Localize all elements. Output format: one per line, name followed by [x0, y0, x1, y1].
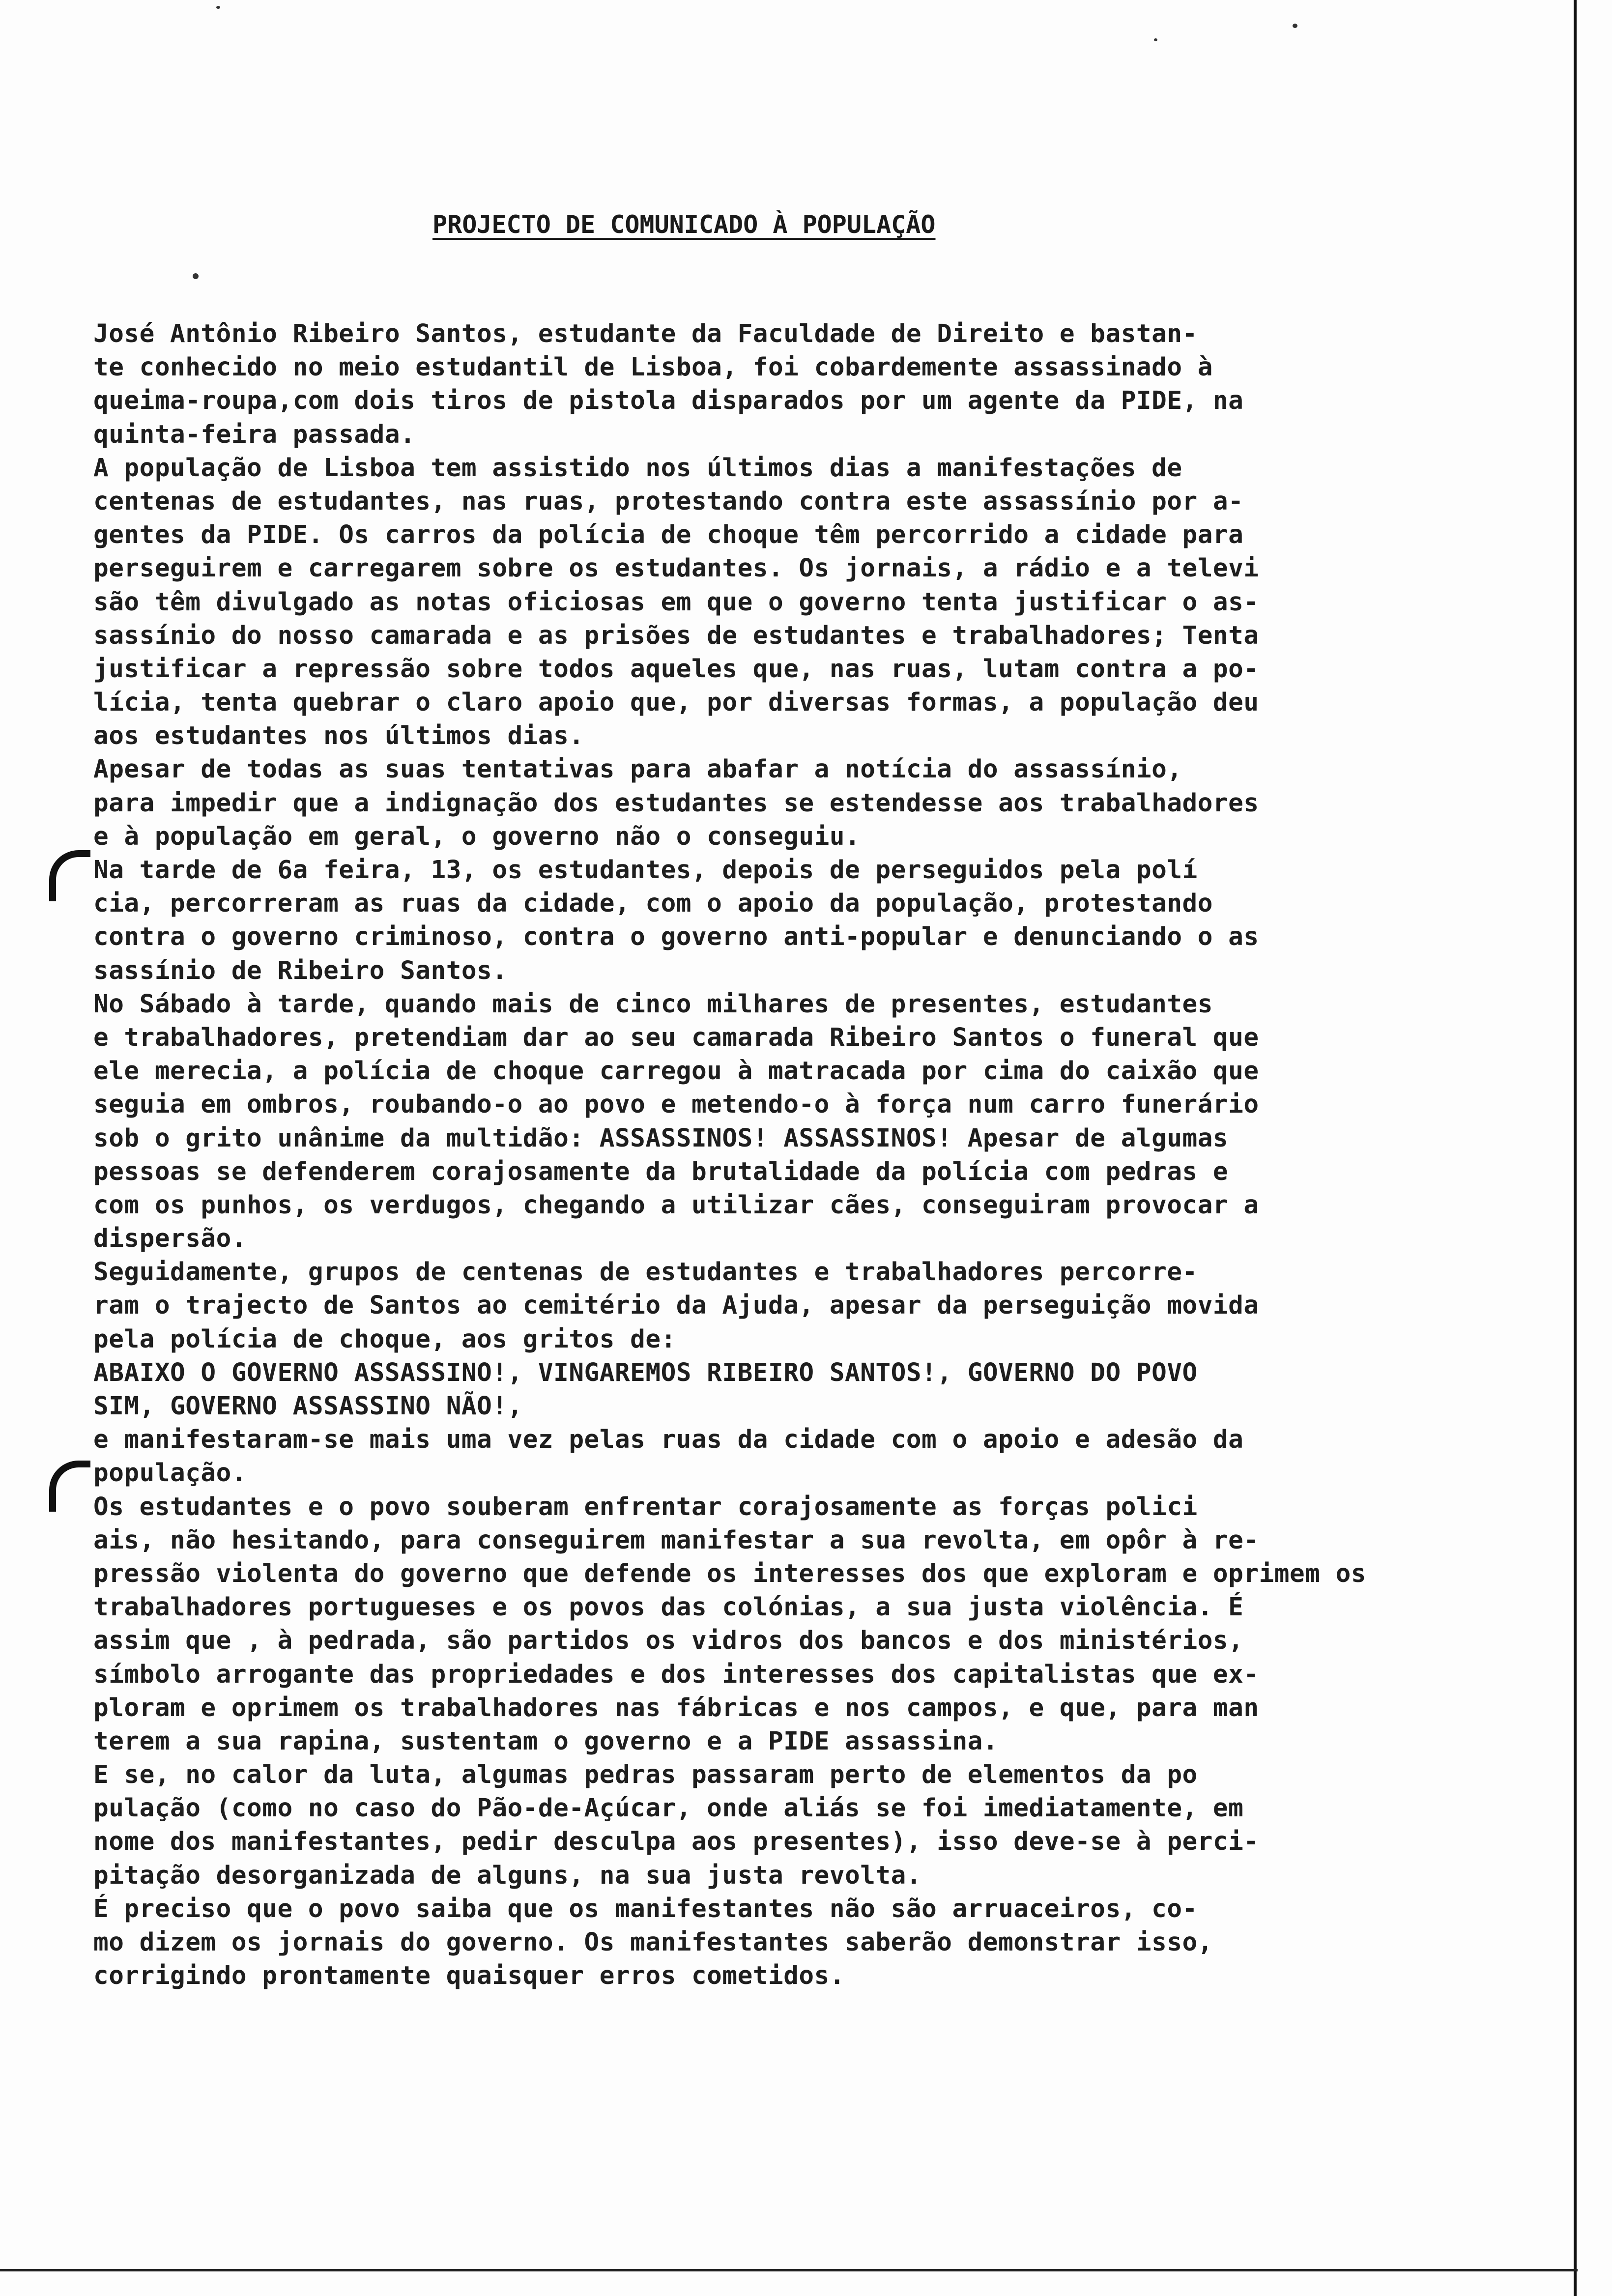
body-line: Na tarde de 6a feira, 13, os estudantes, depois de perseguidos pela polí: [93, 856, 1198, 885]
scan-speck: [1293, 24, 1297, 28]
body-line: população.: [93, 1459, 247, 1488]
body-line: perseguirem e carregarem sobre os estudantes. Os jornais, a rádio e a televi: [93, 554, 1259, 583]
body-line: ele merecia, a polícia de choque carregou à matracada por cima do caixão que: [93, 1057, 1259, 1086]
body-line: sassínio de Ribeiro Santos.: [93, 956, 508, 985]
body-line: nome dos manifestantes, pedir desculpa aos presentes), isso deve-se à perci-: [93, 1827, 1259, 1857]
scan-speck: [216, 6, 220, 9]
margin-bracket-mark: [49, 1461, 90, 1512]
body-line: ram o trajecto de Santos ao cemitério da Ajuda, apesar da perseguição movida: [93, 1291, 1259, 1320]
body-line: seguia em ombros, roubando-o ao povo e metendo-o à força num carro funerário: [93, 1090, 1259, 1119]
body-line: com os punhos, os verdugos, chegando a utilizar cães, conseguiram provocar a: [93, 1190, 1259, 1220]
body-line: contra o governo criminoso, contra o governo anti-popular e denunciando o as: [93, 922, 1259, 952]
body-line: pela polícia de choque, aos gritos de:: [93, 1324, 676, 1354]
page-bottom-rule: [0, 2269, 1578, 2271]
body-line: sassínio do nosso camarada e as prisões de estudantes e trabalhadores; Tenta: [93, 621, 1259, 650]
body-line: são têm divulgado as notas oficiosas em que o governo tenta justificar o as-: [93, 587, 1259, 617]
body-line: ABAIXO O GOVERNO ASSASSINO!, VINGAREMOS RIBEIRO SANTOS!, GOVERNO DO POVO: [93, 1358, 1198, 1387]
body-line: te conhecido no meio estudantil de Lisboa, foi cobardemente assassinado à: [93, 353, 1213, 382]
body-line: SIM, GOVERNO ASSASSINO NÃO!,: [93, 1392, 523, 1421]
body-line: trabalhadores portugueses e os povos das colónias, a sua justa violência. É: [93, 1593, 1244, 1622]
body-line: E se, no calor da luta, algumas pedras passaram perto de elementos da po: [93, 1760, 1198, 1790]
scan-speck: [193, 273, 199, 279]
body-line: ais, não hesitando, para conseguirem manifestar a sua revolta, em opôr à re-: [93, 1525, 1259, 1555]
body-line: lícia, tenta quebrar o claro apoio que, por diversas formas, a população deu: [93, 688, 1259, 718]
body-line: assim que , à pedrada, são partidos os vidros dos bancos e dos ministérios,: [93, 1626, 1244, 1656]
body-line: cia, percorreram as ruas da cidade, com o apoio da população, protestando: [93, 889, 1213, 918]
body-line: No Sábado à tarde, quando mais de cinco milhares de presentes, estudantes: [93, 989, 1213, 1019]
body-line: É preciso que o povo saiba que os manifestantes não são arruaceiros, co-: [93, 1894, 1198, 1923]
body-line: pressão violenta do governo que defende os interesses dos que exploram e oprimem os: [93, 1559, 1366, 1588]
document-title: PROJECTO DE COMUNICADO À POPULAÇÃO: [432, 210, 936, 239]
body-line: dispersão.: [93, 1224, 247, 1254]
body-line: e trabalhadores, pretendiam dar ao seu camarada Ribeiro Santos o funeral que: [93, 1023, 1259, 1052]
margin-bracket-mark: [49, 850, 90, 901]
body-line: centenas de estudantes, nas ruas, protestando contra este assassínio por a-: [93, 487, 1244, 516]
body-line: queima-roupa,com dois tiros de pistola disparados por um agente da PIDE, na: [93, 386, 1244, 416]
body-line: aos estudantes nos últimos dias.: [93, 721, 584, 751]
body-line: gentes da PIDE. Os carros da polícia de choque têm percorrido a cidade para: [93, 520, 1244, 550]
body-line: pulação (como no caso do Pão-de-Açúcar, onde aliás se foi imediatamente, em: [93, 1794, 1244, 1823]
body-line: ploram e oprimem os trabalhadores nas fábricas e nos campos, e que, para man: [93, 1693, 1259, 1722]
body-line: pitação desorganizada de alguns, na sua justa revolta.: [93, 1861, 922, 1890]
body-line: José Antônio Ribeiro Santos, estudante da Faculdade de Direito e bastan-: [93, 319, 1198, 348]
document-body: [93, 317, 1440, 1993]
body-line: símbolo arrogante das propriedades e dos interesses dos capitalistas que ex-: [93, 1660, 1259, 1689]
body-line: A população de Lisboa tem assistido nos últimos dias a manifestações de: [93, 453, 1182, 483]
body-line: quinta-feira passada.: [93, 420, 416, 449]
body-line: Seguidamente, grupos de centenas de estudantes e trabalhadores percorre-: [93, 1258, 1198, 1287]
body-line: corrigindo prontamente quaisquer erros cometidos.: [93, 1961, 845, 1991]
page-edge-rule: [1574, 0, 1577, 2296]
body-line: Apesar de todas as suas tentativas para abafar a notícia do assassínio,: [93, 755, 1182, 784]
body-line: terem a sua rapina, sustentam o governo e a PIDE assassina.: [93, 1726, 999, 1756]
body-line: justificar a repressão sobre todos aqueles que, nas ruas, lutam contra a po-: [93, 654, 1259, 684]
body-line: mo dizem os jornais do governo. Os manifestantes saberão demonstrar isso,: [93, 1928, 1213, 1957]
body-line: e manifestaram-se mais uma vez pelas ruas da cidade com o apoio e adesão da: [93, 1425, 1244, 1455]
body-line: sob o grito unânime da multidão: ASSASSINOS! ASSASSINOS! Apesar de algumas: [93, 1123, 1229, 1153]
body-line: e à população em geral, o governo não o conseguiu.: [93, 822, 861, 851]
body-line: Os estudantes e o povo souberam enfrentar corajosamente as forças polici: [93, 1492, 1198, 1521]
scan-speck: [1154, 38, 1157, 41]
body-line: para impedir que a indignação dos estudantes se estendesse aos trabalhadores: [93, 788, 1259, 818]
body-line: pessoas se defenderem corajosamente da brutalidade da polícia com pedras e: [93, 1157, 1229, 1186]
